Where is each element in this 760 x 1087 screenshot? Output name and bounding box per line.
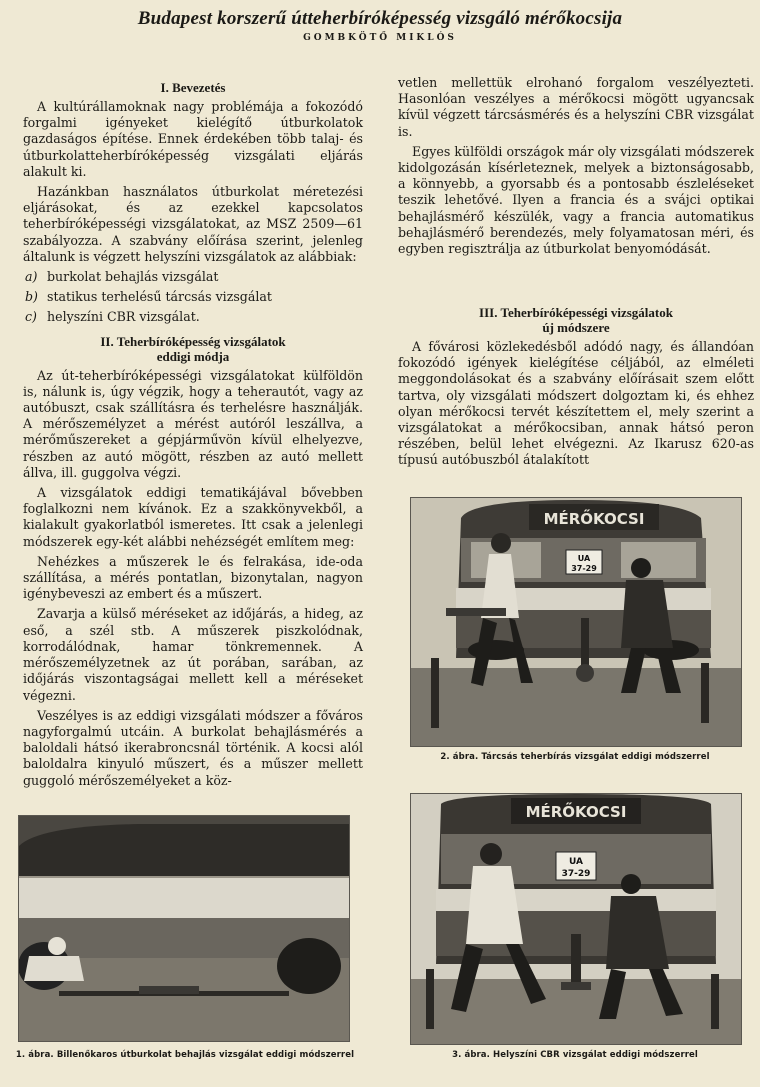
section-2-heading [23, 334, 363, 364]
figure-2-illustration [411, 498, 741, 746]
section-2-paragraph-1: Az út-teherbíróképességi vizsgálatokat külföldön is, nálunk is, úgy végzik, hogy a teherautót, vagy az autóbuszt, csak szállításra és terhelésre használják. A mérőszemélyzet a mérést autóról leszállva, a mérőműszereket a gépjárművön kívül elhelyezve, részben az autó mögött, részben az autó mellett állva, ill. guggolva végzi. [23, 367, 363, 480]
section-1-paragraph-1: A kultúrállamoknak nagy problémája a fokozódó forgalmi igényeket kielégítő útburkolatok gazdaságos építése. Ennek érdekében több talaj- és útburkolatteherbíróképesség vizsgálati eljárás alakult ki. [23, 99, 363, 179]
right-column-middle [398, 305, 754, 473]
author-name: GOMBKÖTŐ MIKLÓS [303, 33, 457, 43]
list-text: helyszíni CBR vizsgálat. [47, 309, 200, 325]
figure-2-caption: 2. ábra. Tárcsás teherbírás vizsgálat eddigi módszerrel [440, 752, 710, 762]
figure-1-photo [18, 815, 350, 1042]
figure-3-photo [410, 793, 742, 1045]
list-marker: c) [25, 309, 37, 325]
bus-sign-text: MÉRŐKOCSI [525, 803, 627, 821]
continued-paragraph: vetlen mellettük elrohanó forgalom veszélyezteti. Hasonlóan veszélyes a mérőkocsi mögött ugyancsak kívül végzett tárcsásmérés és a helyszíni CBR vizsgálat is. [398, 75, 754, 139]
section-2-paragraph-2: A vizsgálatok eddigi tematikájával bővebben foglalkozni nem kívánok. Ez a szakkönyvekből, a kialakult gyakorlatból ismeretes. Itt csak a jelenlegi módszerek egy-két alábbi nehézségét említem meg: [23, 485, 363, 549]
foreign-methods-paragraph: Egyes külföldi országok már oly vizsgálati módszerek kidolgozásán kísérleteznek, melyek a biztonságosabb, a könnyebb, a gyorsabb és a pontosabb észleléseket teszik lehetővé. Ilyen a francia és a svájci optikai behajlásmérő készülék, vagy a francia automatikus behajlásmérő berendezés, mely folyamatosan méri, és egyben regisztrálja az útburkolat benyomódását. [398, 143, 754, 257]
figure-2-photo [410, 497, 742, 747]
left-column [23, 80, 363, 793]
list-text: statikus terhelésű tárcsás vizsgálat [47, 289, 272, 305]
list-item [23, 289, 363, 305]
list-marker: b) [25, 289, 38, 305]
plate-line-2: 37-29 [571, 564, 597, 573]
figure-3-illustration [411, 794, 741, 1044]
figure-3-caption: 3. ábra. Helyszíni CBR vizsgálat eddigi módszerrel [452, 1050, 698, 1060]
list-marker: a) [25, 269, 38, 285]
figure-1-illustration [19, 816, 349, 1041]
section-2-paragraph-4: Zavarja a külső méréseket az időjárás, a hideg, az eső, a szél stb. A műszerek piszkolódnak, korrodálódnak, hamar tönkremennek. A mérőszemélyzetnek az út porában, sarában, az időjárás viszontagságai mellett kell a méréseket végezni. [23, 606, 363, 703]
section-3-paragraph-1: A fővárosi közlekedésből adódó nagy, és állandóan fokozódó igények kielégítése céljából, az elméleti meggondolásokat és a szabvány előírásait szem előtt tartva, oly vizsgálati módszert dolgoztam ki, és ehhez olyan mérőkocsi tervét készítettem el, mely szerint a vizsgálatokat a mérőkocsiban, annak hátsó peron részében, belül lehet elvégezni. Az Ikarusz 620-as típusú autóbuszból átalakított [398, 339, 754, 468]
list-text: burkolat behajlás vizsgálat [47, 269, 219, 285]
section-2-heading-line-1: II. Teherbíróképesség vizsgálatok [100, 333, 286, 349]
section-2-paragraph-3: Nehézkes a műszerek le és felrakása, ide-oda szállítása, a mérés pontatlan, bizonytalan, nagyon igénybeveszi az embert és a műszert. [23, 553, 363, 602]
section-1-heading: I. Bevezetés [160, 80, 226, 95]
article-title: Budapest korszerű útteherbíróképesség vizsgáló mérőkocsija [137, 8, 623, 29]
list-item [23, 309, 363, 325]
section-3-heading [398, 305, 754, 335]
plate-line-1: UA [569, 857, 583, 867]
list-item [23, 269, 363, 285]
section-3-heading-line-1: III. Teherbíróképességi vizsgálatok [479, 305, 673, 320]
right-column-top [398, 75, 754, 261]
section-3-heading-line-2: új módszere [542, 320, 610, 335]
plate-line-2: 37-29 [561, 869, 591, 879]
plate-line-1: UA [577, 554, 591, 563]
section-2-paragraph-5: Veszélyes is az eddigi vizsgálati módszer a főváros nagyforgalmú utcáin. A burkolat behajlásmérés a baloldali hátsó ikerabroncsnál történik. A kocsi alól baloldalra kinyuló műszert, és a műszer mellett guggoló mérőszemélyeket a köz- [23, 707, 363, 788]
figure-1-caption: 1. ábra. Billenőkaros útburkolat behajlás vizsgálat eddigi módszerrel [15, 1050, 355, 1060]
section-1-paragraph-2: Hazánkban használatos útburkolat méretezési eljárásokat, és az ezekkel kapcsolatos teherbíróképességi vizsgálatokat, az MSZ 2509—61 szabályozza. A szabvány előírása szerint, jelenleg általunk is végzett helyszíni vizsgálatok az alábbiak: [23, 184, 363, 264]
bus-sign-text: MÉRŐKOCSI [543, 510, 645, 528]
section-2-heading-line-2: eddigi módja [156, 348, 230, 364]
